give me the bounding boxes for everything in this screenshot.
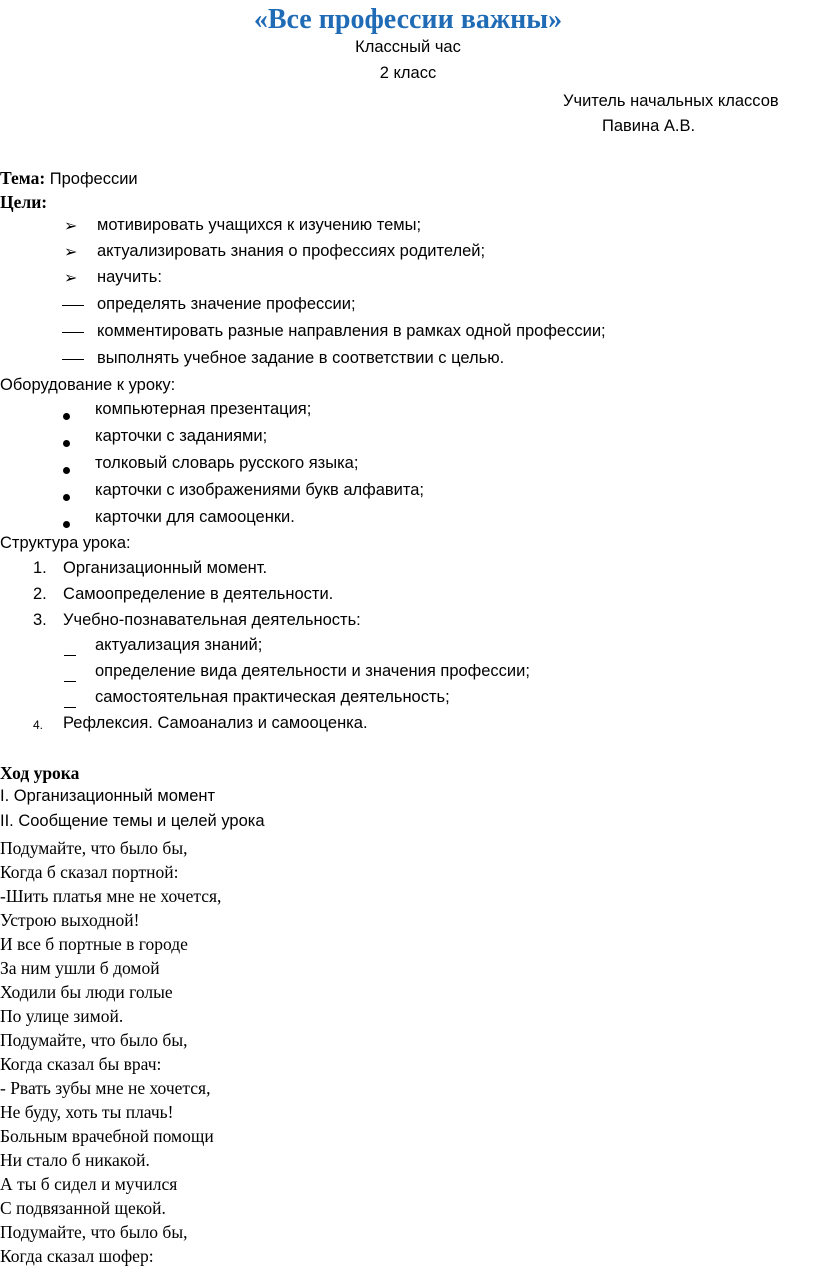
goal-subitem: определять значение профессии; xyxy=(97,295,356,313)
poem-line: Ни стало б никакой. xyxy=(0,1150,150,1170)
poem-line: А ты б сидел и мучился xyxy=(0,1174,178,1194)
structure-item-number: 2. xyxy=(33,585,47,603)
equipment-item: карточки с изображениями букв алфавита; xyxy=(95,481,424,499)
structure-subitem: актуализация знаний; xyxy=(95,636,263,654)
structure-item: Рефлексия. Самоанализ и самооценка. xyxy=(63,714,368,732)
poem-line: Когда сказал бы врач: xyxy=(0,1054,162,1074)
goals-label: Цели: xyxy=(0,192,48,212)
poem-line: Когда сказал шофер: xyxy=(0,1246,154,1266)
structure-item-number: 1. xyxy=(33,559,47,577)
poem-line: -Шить платья мне не хочется, xyxy=(0,886,222,906)
topic-line xyxy=(0,168,138,189)
structure-subitem: определение вида деятельности и значения профессии; xyxy=(95,662,530,680)
poem-line: Ходили бы люди голые xyxy=(0,982,173,1002)
goal-item: мотивировать учащихся к изучению темы; xyxy=(97,216,422,234)
topic-value: Профессии xyxy=(45,170,138,188)
section-heading: I. Организационный момент xyxy=(0,787,216,805)
dash-bullet-icon xyxy=(64,672,76,690)
poem-line: Больным врачебной помощи xyxy=(0,1126,214,1146)
equipment-item: толковый словарь русского языка; xyxy=(95,454,359,472)
grade-label: 2 класс xyxy=(379,64,437,82)
bullet-icon xyxy=(63,434,70,452)
structure-label: Структура урока: xyxy=(0,534,131,552)
equipment-item: карточки с заданиями; xyxy=(95,427,268,445)
poem-line: Устрою выходной! xyxy=(0,910,140,930)
goal-item: научить: xyxy=(97,268,162,286)
bullet-icon xyxy=(63,488,70,506)
structure-item-number: 4. xyxy=(33,718,44,732)
poem-line: Подумайте, что было бы, xyxy=(0,838,188,858)
goal-subitem: комментировать разные направления в рамках одной профессии; xyxy=(97,322,606,340)
teacher-name: Павина А.В. xyxy=(602,117,696,135)
equipment-item: компьютерная презентация; xyxy=(95,400,312,418)
poem-line: Подумайте, что было бы, xyxy=(0,1222,188,1242)
poem-line: По улице зимой. xyxy=(0,1006,124,1026)
section-heading: II. Сообщение темы и целей урока xyxy=(0,812,265,830)
poem-line: За ним ушли б домой xyxy=(0,958,160,978)
dash-bullet-icon xyxy=(62,296,84,314)
dash-bullet-icon xyxy=(64,646,76,664)
poem-line: - Рвать зубы мне не хочется, xyxy=(0,1078,211,1098)
structure-item-number: 3. xyxy=(33,611,47,629)
dash-bullet-icon xyxy=(62,350,84,368)
teacher-role: Учитель начальных классов xyxy=(563,92,779,110)
poem-line: Когда б сказал портной: xyxy=(0,862,179,882)
structure-item: Организационный момент. xyxy=(63,559,268,577)
poem-line: С подвязанной щекой. xyxy=(0,1198,166,1218)
arrow-bullet-icon: ➢ xyxy=(64,244,78,261)
document-title: «Все профессии важны» xyxy=(253,4,563,35)
equipment-label: Оборудование к уроку: xyxy=(0,376,176,394)
structure-subitem: самостоятельная практическая деятельность; xyxy=(95,688,450,706)
bullet-icon xyxy=(63,461,70,479)
structure-item: Самоопределение в деятельности. xyxy=(63,585,334,603)
poem xyxy=(0,836,221,1268)
goal-subitem: выполнять учебное задание в соответствии с целью. xyxy=(97,349,505,367)
lesson-heading: Ход урока xyxy=(0,763,80,783)
poem-line: Не буду, хоть ты плачь! xyxy=(0,1102,174,1122)
dash-bullet-icon xyxy=(62,323,84,341)
document-subtitle: Классный час xyxy=(355,38,461,56)
structure-item: Учебно-познавательная деятельность: xyxy=(63,611,361,629)
bullet-icon xyxy=(63,407,70,425)
arrow-bullet-icon: ➢ xyxy=(64,218,78,235)
bullet-icon xyxy=(63,515,70,533)
equipment-item: карточки для самооценки. xyxy=(95,508,295,526)
arrow-bullet-icon: ➢ xyxy=(64,270,78,287)
topic-label: Тема: xyxy=(0,168,46,188)
goal-item: актуализировать знания о профессиях родителей; xyxy=(97,242,486,260)
poem-line: И все б портные в городе xyxy=(0,934,188,954)
poem-line: Подумайте, что было бы, xyxy=(0,1030,188,1050)
